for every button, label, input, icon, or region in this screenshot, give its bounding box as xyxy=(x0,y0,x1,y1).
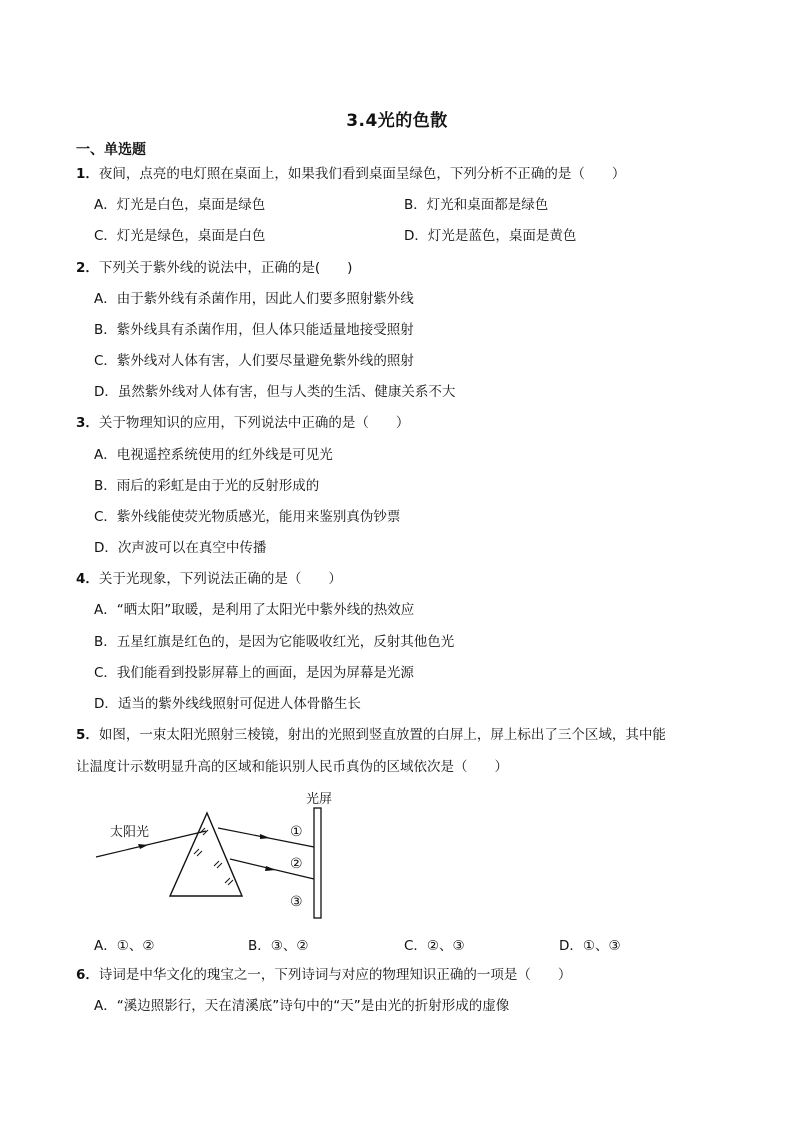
q2-option-a: A．由于紫外线有杀菌作用，因此人们要多照射紫外线 xyxy=(94,291,414,307)
q1-option-b: B．灯光和桌面都是绿色 xyxy=(404,197,549,213)
q3-option-d: D．次声波可以在真空中传播 xyxy=(94,540,267,556)
question-5 xyxy=(76,726,666,744)
q2-option-c: C．紫外线对人体有害，人们要尽量避免紫外线的照射 xyxy=(94,353,414,369)
screen-label: 光屏 xyxy=(306,792,333,807)
q4-option-a: A．“晒太阳”取暖，是利用了太阳光中紫外线的热效应 xyxy=(94,602,415,618)
question-3 xyxy=(76,414,409,432)
prism-hatch xyxy=(217,863,222,868)
question-2 xyxy=(76,259,352,277)
q4-option-d: D．适当的紫外线线照射可促进人体骨骼生长 xyxy=(94,696,361,712)
q5-option-d: D．①、③ xyxy=(559,938,621,954)
q3-option-b: B．雨后的彩虹是由于光的反射形成的 xyxy=(94,478,320,494)
q2-option-d: D．虽然紫外线对人体有害，但与人类的生活、健康关系不大 xyxy=(94,384,456,400)
question-number: 4． xyxy=(76,571,99,587)
question-number: 3． xyxy=(76,415,99,431)
prism-hatch xyxy=(194,849,199,854)
prism-diagram xyxy=(90,786,350,926)
light-screen xyxy=(314,808,321,918)
region-1-label: ① xyxy=(290,824,303,840)
prism-hatch xyxy=(228,880,233,885)
region-2-label: ② xyxy=(290,856,303,872)
sun-label: 太阳光 xyxy=(110,825,150,840)
q4-option-b: B．五星红旗是红色的，是因为它能吸收红光，反射其他色光 xyxy=(94,634,455,650)
question-number: 2． xyxy=(76,260,99,276)
question-number: 1． xyxy=(76,166,99,182)
question-stem: 关于光现象，下列说法正确的是（ ） xyxy=(98,571,342,587)
q5-option-b: B．③、② xyxy=(248,938,309,954)
question-1 xyxy=(76,165,625,183)
prism-hatch xyxy=(197,851,202,856)
prism-hatch xyxy=(225,878,230,883)
q5-option-a: A．①、② xyxy=(94,938,155,954)
q6-option-a: A．“溪边照影行，天在清溪底”诗句中的“天”是由光的折射形成的虚像 xyxy=(94,998,510,1014)
question-4 xyxy=(76,570,342,588)
region-3-label: ③ xyxy=(290,894,303,910)
q1-option-a: A．灯光是白色，桌面是绿色 xyxy=(94,197,266,213)
q5-option-c: C．②、③ xyxy=(404,938,465,954)
question-stem-line-1: 如图，一束太阳光照射三棱镜，射出的光照到竖直放置的白屏上，屏上标出了三个区域，其中能 xyxy=(98,727,666,743)
page-title: 3.4光的色散 xyxy=(346,111,448,131)
section-heading: 一、单选题 xyxy=(76,142,146,158)
question-stem: 夜间，点亮的电灯照在桌面上，如果我们看到桌面呈绿色，下列分析不正确的是（ ） xyxy=(98,166,626,182)
q4-option-c: C．我们能看到投影屏幕上的画面，是因为屏幕是光源 xyxy=(94,665,414,681)
q2-option-b: B．紫外线具有杀菌作用，但人体只能适量地接受照射 xyxy=(94,322,414,338)
question-5-stem-line-2: 让温度计示数明显升高的区域和能识别人民币真伪的区域依次是（ ） xyxy=(76,759,508,775)
question-number: 5． xyxy=(76,727,99,743)
q1-option-d: D．灯光是蓝色，桌面是黄色 xyxy=(404,228,577,244)
question-stem: 诗词是中华文化的瑰宝之一，下列诗词与对应的物理知识正确的一项是（ ） xyxy=(98,967,572,983)
q3-option-a: A．电视遥控系统使用的红外线是可见光 xyxy=(94,447,333,463)
question-6 xyxy=(76,966,571,984)
q1-option-c: C．灯光是绿色，桌面是白色 xyxy=(94,228,266,244)
question-stem: 关于物理知识的应用，下列说法中正确的是（ ） xyxy=(98,415,410,431)
q3-option-c: C．紫外线能使荧光物质感光，能用来鉴别真伪钞票 xyxy=(94,509,401,525)
prism-hatch xyxy=(214,861,219,866)
prism xyxy=(170,813,242,896)
question-stem: 下列关于紫外线的说法中，正确的是( ) xyxy=(98,260,353,276)
refracted-ray-lower-arrow xyxy=(265,866,276,871)
question-number: 6． xyxy=(76,967,99,983)
